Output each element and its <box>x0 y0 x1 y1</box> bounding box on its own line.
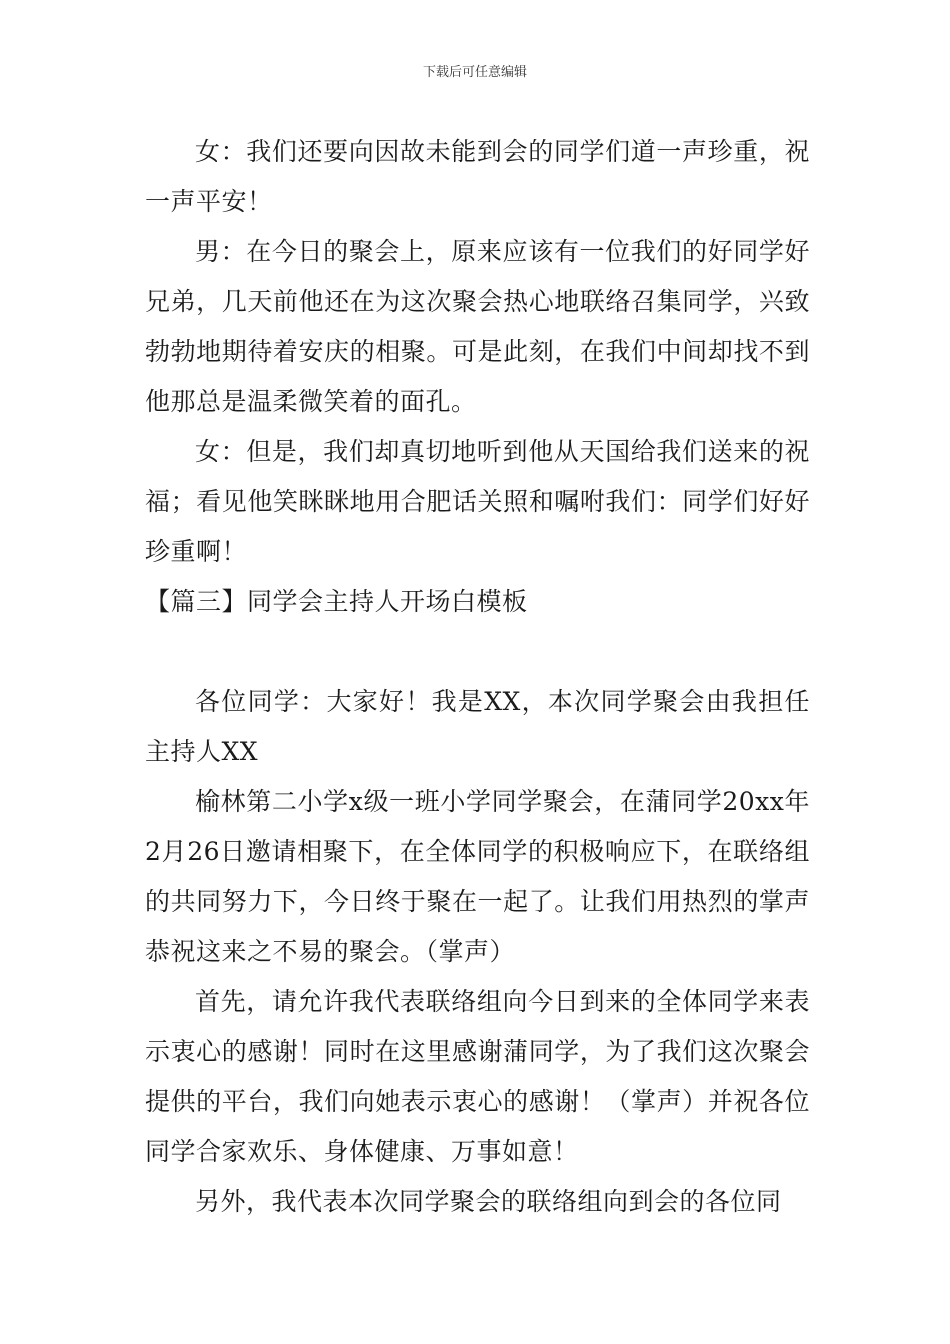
document-body <box>145 127 810 1227</box>
paragraph: 男：在今日的聚会上，原来应该有一位我们的好同学好兄弟，几天前他还在为这次聚会热心地联络召集同学，兴致勃勃地期待着安庆的相聚。可是此刻，在我们中间却找不到他那总是温柔微笑着的面孔。 <box>145 237 810 416</box>
paragraph: 首先，请允许我代表联络组向今日到来的全体同学来表示衷心的感谢！同时在这里感谢蒲同学，为了我们这次聚会提供的平台，我们向她表示衷心的感谢！（掌声）并祝各位同学合家欢乐、身体健康、万事如意！ <box>145 987 810 1166</box>
paragraph: 女：我们还要向因故未能到会的同学们道一声珍重，祝一声平安！ <box>145 137 810 216</box>
paragraph: 各位同学：大家好！我是XX，本次同学聚会由我担任主持人XX <box>145 687 810 766</box>
paragraph: 另外，我代表本次同学聚会的联络组向到会的各位同 <box>195 1187 782 1216</box>
paragraph: 女：但是，我们却真切地听到他从天国给我们送来的祝福；看见他笑眯眯地用合肥话关照和嘱咐我们：同学们好好珍重啊！ <box>145 437 810 566</box>
section-title: 【篇三】同学会主持人开场白模板 <box>145 587 528 616</box>
page-header-note: 下载后可任意编辑 <box>422 65 527 80</box>
paragraph: 榆林第二小学x级一班小学同学聚会，在蒲同学20xx年2月26日邀请相聚下，在全体同学的积极响应下，在联络组的共同努力下，今日终于聚在一起了。让我们用热烈的掌声恭祝这来之不易的聚会。（掌声） <box>145 787 810 966</box>
